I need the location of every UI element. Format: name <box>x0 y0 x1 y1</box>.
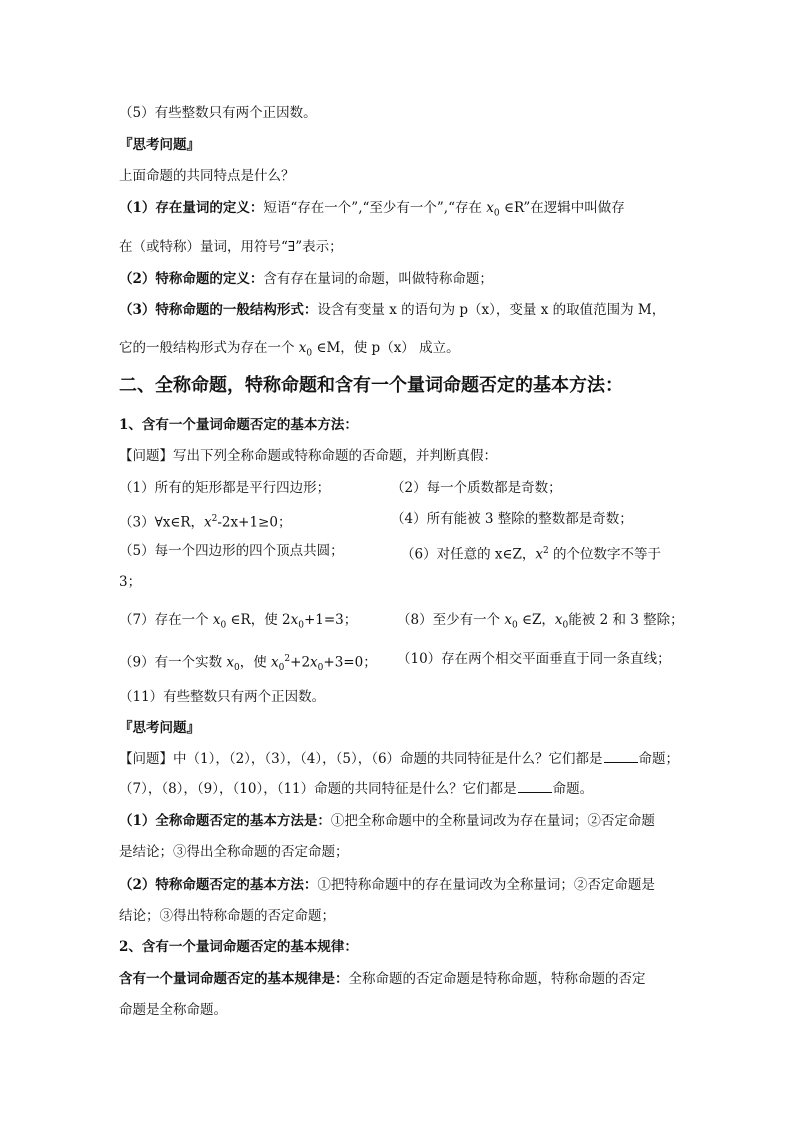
math-var: x <box>535 546 543 563</box>
definition-term: （2）特称命题的定义： <box>119 271 264 287</box>
text: ∈R”在逻辑中叫做存 <box>499 200 625 216</box>
subscript: 0 <box>220 620 227 631</box>
text: 设含有变量 x 的语句为 p（x），变量 x 的取值范围为 M， <box>317 302 666 318</box>
math-var: x <box>271 654 279 671</box>
text: +3=0； <box>323 654 377 671</box>
math-var: x <box>226 654 235 671</box>
answer-blank[interactable] <box>604 750 638 763</box>
problem-item: （11）有些整数只有两个正因数。 <box>119 689 326 705</box>
method-paragraph <box>119 812 655 830</box>
subscript: 0 <box>306 348 313 359</box>
subscript: 0 <box>234 663 240 674</box>
problem-item <box>119 650 377 677</box>
text: 它的一般结构形式为存在一个 <box>119 340 299 356</box>
math-var: x <box>486 200 494 216</box>
rule-paragraph <box>119 970 646 988</box>
paragraph: 结论；③得出特称命题的否定命题； <box>119 908 335 924</box>
paragraph: （5）有些整数只有两个正因数。 <box>119 105 317 121</box>
text: 全称命题的否定命题是特称命题，特称命题的否定 <box>348 971 646 987</box>
text: （9）有一个实数 <box>119 654 227 671</box>
definition-paragraph <box>119 270 493 288</box>
text: ∈R，使 2 <box>226 612 291 628</box>
problem-item: （1）所有的矩形都是平行四边形； <box>119 480 331 496</box>
problem-item <box>119 611 357 635</box>
subheading: 1、含有一个量词命题否定的基本方法： <box>119 417 358 433</box>
problem-statement: 【问题】写出下列全称命题或特称命题的否命题，并判断真假： <box>119 448 497 464</box>
math-var: x <box>504 612 513 628</box>
math-var: x <box>212 612 221 628</box>
text: ①把全称命题中的全称量词改为存在量词；②否定命题 <box>330 813 655 829</box>
problem-item: （2）每一个质数都是奇数； <box>391 480 562 496</box>
text: 的个位数字不等于 <box>548 546 662 563</box>
problem-item <box>397 611 684 635</box>
text: 含有存在量词的命题，叫做特称命题； <box>263 271 493 287</box>
math-var: x <box>554 612 563 628</box>
text: （3）∀x∈R， <box>119 514 205 531</box>
question-line <box>119 750 679 768</box>
subheading: 2、含有一个量词命题否定的基本规律： <box>119 939 358 955</box>
section-heading: 『思考问题』 <box>119 137 200 153</box>
text: （8）至少有一个 <box>397 612 505 628</box>
problem-item: （4）所有能被 3 整除的整数都是奇数； <box>391 511 633 527</box>
subscript: 0 <box>298 620 304 631</box>
text: +2 <box>290 654 311 671</box>
text: ①把特称命题中的存在量词改为全称量词；②否定命题是 <box>317 877 655 893</box>
paragraph: 命题是全称命题。 <box>119 1002 227 1018</box>
text: ，使 <box>239 654 272 671</box>
text: （7）存在一个 <box>119 612 213 628</box>
question-line <box>119 780 593 798</box>
definition-term: （1）存在量词的定义： <box>119 200 264 216</box>
text: 命题。 <box>552 781 594 797</box>
problem-item <box>401 542 661 564</box>
problem-item: （5）每一个四边形的四个顶点共圆； <box>119 543 344 559</box>
definition-paragraph <box>119 199 625 223</box>
math-var: x <box>298 340 307 356</box>
definition-term: （3）特称命题的一般结构形式： <box>119 302 318 318</box>
section-heading: 『思考问题』 <box>119 720 200 736</box>
method-term: （1）全称命题否定的基本方法是： <box>119 813 331 829</box>
subscript: 0 <box>512 620 518 631</box>
paragraph: 上面命题的共同特点是什么？ <box>119 168 295 184</box>
subscript: 0 <box>493 208 500 219</box>
subscript: 0 <box>317 663 324 674</box>
paragraph: 在（或特称）量词，用符号“∃”表示； <box>119 239 343 255</box>
text: 命题； <box>638 751 680 767</box>
rule-term: 含有一个量词命题否定的基本规律是： <box>119 971 349 987</box>
text: ∈Z， <box>517 612 555 628</box>
text: 能被 2 和 3 整除； <box>568 612 684 628</box>
text: -2x+1≥0； <box>217 514 292 531</box>
math-var: x <box>204 514 212 531</box>
method-term: （2）特称命题否定的基本方法： <box>119 877 318 893</box>
text: 短语“存在一个”,“至少有一个”,“存在 <box>263 200 487 216</box>
paragraph: 是结论；③得出全称命题的否定命题； <box>119 844 349 860</box>
subscript: 0 <box>562 620 569 631</box>
answer-blank[interactable] <box>518 780 552 793</box>
superscript: 2 <box>284 654 291 664</box>
text: 【问题】中（1），（2），（3），（4），（5），（6）命题的共同特征是什么？它们都是 <box>119 751 603 767</box>
superscript: 2 <box>543 546 549 556</box>
text: ∈M，使 p（x） 成立。 <box>312 340 460 356</box>
method-paragraph <box>119 876 655 894</box>
subscript: 0 <box>278 663 285 674</box>
main-heading: 二、全称命题，特称命题和含有一个量词命题否定的基本方法： <box>119 375 623 396</box>
text: +1=3； <box>303 612 358 628</box>
paragraph <box>119 339 460 363</box>
math-var: x <box>290 612 299 628</box>
math-var: x <box>310 654 318 671</box>
text: （6）对任意的 x∈Z， <box>401 546 536 563</box>
superscript: 2 <box>211 514 218 524</box>
problem-item <box>119 510 291 532</box>
problem-item: （10）存在两个相交平面垂直于同一条直线； <box>397 651 671 667</box>
text: （7），（8），（9），（10），（11）命题的共同特征是什么？它们都是 <box>119 781 517 797</box>
definition-paragraph <box>119 301 665 319</box>
problem-item-continuation: 3； <box>119 574 142 590</box>
